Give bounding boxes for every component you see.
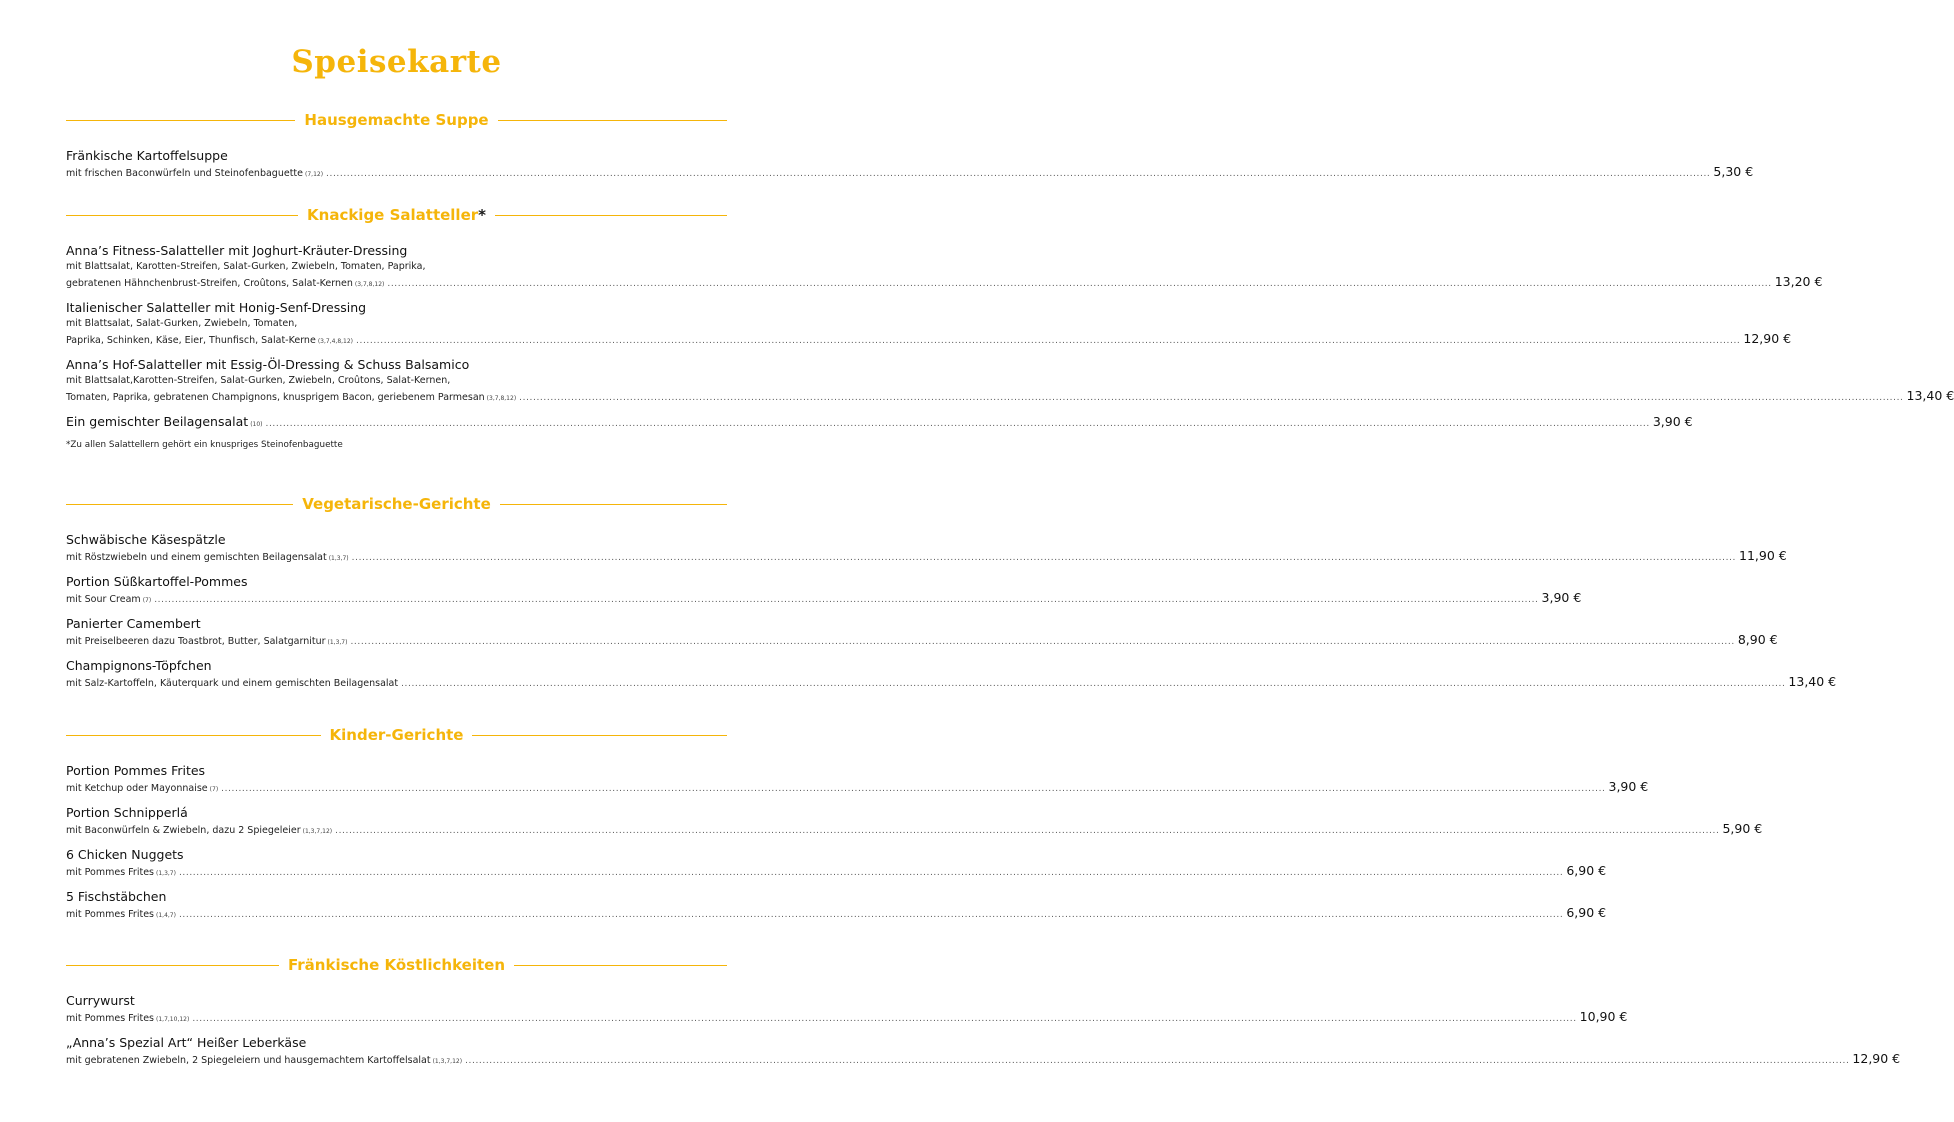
dot-leader: ................................................................................................................................................................................................................................................................................................................................................................................................................	[350, 637, 1735, 647]
allergen-codes: (3,7,4,8,12)	[317, 338, 354, 345]
price-line	[66, 414, 1693, 429]
item-name: Portion Pommes Frites	[66, 763, 206, 778]
item-price: 11,90 €	[1739, 548, 1787, 563]
section-heading-text: Vegetarische-Gerichte	[302, 495, 491, 513]
item-description: mit Blattsalat, Salat-Gurken, Zwiebeln, Tomaten,	[66, 318, 298, 329]
price-line	[66, 674, 1837, 689]
dot-leader: ................................................................................................................................................................................................................................................................................................................................................................................................................	[154, 595, 1539, 605]
item-name: Portion Schnipperlá	[66, 805, 188, 820]
item-description	[66, 783, 218, 794]
item-description	[66, 825, 332, 836]
section-heading-text: Hausgemachte Suppe	[304, 111, 489, 129]
item-description	[66, 1013, 189, 1024]
item-description-text: mit Preiselbeeren dazu Toastbrot, Butter, Salatgarnitur	[66, 636, 326, 647]
menu-item	[66, 658, 1837, 689]
item-name: Fränkische Kartoffelsuppe	[66, 148, 228, 163]
item-description-text: mit Sour Cream	[66, 594, 141, 605]
price-line	[66, 274, 1823, 289]
item-name: Italienischer Salatteller mit Honig-Senf-Dressing	[66, 300, 367, 315]
dot-leader: ................................................................................................................................................................................................................................................................................................................................................................................................................	[356, 336, 1741, 346]
section-header	[66, 205, 727, 225]
item-name: Anna’s Hof-Salatteller mit Essig-Öl-Dressing & Schuss Balsamico	[66, 357, 470, 372]
item-name: 6 Chicken Nuggets	[66, 847, 184, 862]
item-description	[66, 867, 176, 878]
section-heading	[298, 206, 495, 224]
dot-leader: ................................................................................................................................................................................................................................................................................................................................................................................................................	[335, 826, 1720, 836]
page-title: Speisekarte	[291, 44, 502, 80]
header-rule-right	[498, 120, 727, 121]
menu-item	[66, 1035, 1901, 1066]
section-header	[66, 110, 727, 130]
dot-leader: ................................................................................................................................................................................................................................................................................................................................................................................................................	[265, 419, 1650, 429]
footnote: *Zu allen Salattellern gehört ein knuspriges Steinofenbaguette	[66, 440, 343, 450]
dot-leader: ................................................................................................................................................................................................................................................................................................................................................................................................................	[192, 1014, 1577, 1024]
item-description	[66, 594, 151, 605]
item-price: 12,90 €	[1852, 1051, 1901, 1066]
price-line	[66, 590, 1582, 605]
item-description	[66, 335, 353, 346]
item-name: Schwäbische Käsespätzle	[66, 532, 226, 547]
item-description-text: Tomaten, Paprika, gebratenen Champignons, knusprigem Bacon, geriebenem Parmesan	[66, 392, 485, 403]
header-rule-right	[472, 735, 727, 736]
item-price: 6,90 €	[1566, 863, 1607, 878]
item-description-text: mit Röstzwiebeln und einem gemischten Beilagensalat	[66, 552, 327, 563]
menu-section	[66, 725, 1763, 931]
allergen-codes: (7)	[142, 597, 152, 604]
item-name: Currywurst	[66, 993, 135, 1008]
menu-item	[66, 148, 1754, 179]
allergen-codes: (7,12)	[305, 171, 324, 178]
price-line	[66, 1009, 1628, 1024]
allergen-codes: (10)	[250, 421, 263, 428]
menu-item	[66, 243, 1823, 289]
item-name: Champignons-Töpfchen	[66, 658, 212, 673]
section-heading	[279, 956, 514, 974]
item-description-text: mit gebratenen Zwiebeln, 2 Spiegeleiern und hausgemachtem Kartoffelsalat	[66, 1055, 431, 1066]
item-description: mit Blattsalat,Karotten-Streifen, Salat-Gurken, Zwiebeln, Croûtons, Salat-Kernen,	[66, 375, 451, 386]
header-rule-right	[495, 215, 727, 216]
item-price: 5,90 €	[1722, 821, 1763, 836]
item-description	[66, 168, 323, 179]
item-price: 10,90 €	[1579, 1009, 1628, 1024]
section-heading	[295, 111, 497, 129]
item-description	[66, 552, 349, 563]
allergen-codes: (3,7,8,12)	[486, 395, 517, 402]
section-heading-text: Fränkische Köstlichkeiten	[287, 956, 506, 974]
item-description-text: mit Salz-Kartoffeln, Käuterquark und einem gemischten Beilagensalat	[66, 678, 399, 689]
item-description-text: mit Pommes Frites	[66, 867, 155, 878]
price-line	[66, 331, 1792, 346]
allergen-codes: (1,4,7)	[156, 912, 176, 919]
price-line	[66, 779, 1649, 794]
price-line	[66, 1051, 1901, 1066]
menu-item	[66, 616, 1778, 647]
allergen-codes: (3,7,8,12)	[354, 281, 385, 288]
item-price: 3,90 €	[1608, 779, 1649, 794]
dot-leader: ................................................................................................................................................................................................................................................................................................................................................................................................................	[326, 169, 1711, 179]
item-description	[66, 278, 384, 289]
allergen-codes: (1,3,7)	[156, 870, 176, 877]
price-line	[66, 863, 1607, 878]
item-description-text: mit Pommes Frites	[66, 1013, 155, 1024]
price-line	[66, 164, 1754, 179]
dot-leader: ................................................................................................................................................................................................................................................................................................................................................................................................................	[351, 553, 1736, 563]
menu-item	[66, 532, 1787, 563]
header-rule-right	[514, 965, 727, 966]
allergen-codes: (1,3,7,12)	[302, 828, 333, 835]
menu-section	[66, 955, 1901, 1077]
item-price: 8,90 €	[1737, 632, 1778, 647]
item-name: Portion Süßkartoffel-Pommes	[66, 574, 248, 589]
item-name: Panierter Camembert	[66, 616, 201, 631]
allergen-codes: (7)	[209, 786, 219, 793]
item-description-text: mit Ketchup oder Mayonnaise	[66, 783, 208, 794]
menu-item	[66, 847, 1607, 878]
menu-item	[66, 889, 1607, 920]
menu-section	[66, 110, 1754, 190]
menu-item	[66, 357, 1954, 403]
item-price: 13,40 €	[1788, 674, 1837, 689]
item-price: 13,40 €	[1906, 388, 1954, 403]
footnote-marker: *	[478, 206, 486, 224]
price-line	[66, 548, 1787, 563]
section-header	[66, 725, 727, 745]
header-rule-left	[66, 504, 293, 505]
item-description-text: Paprika, Schinken, Käse, Eier, Thunfisch, Salat-Kerne	[66, 335, 316, 346]
price-line	[66, 388, 1954, 403]
header-rule-left	[66, 120, 295, 121]
section-heading-text: Kinder-Gerichte	[329, 726, 464, 744]
allergen-codes: (1,3,7)	[327, 639, 348, 646]
item-description	[66, 636, 347, 647]
item-price: 3,90 €	[1541, 590, 1582, 605]
item-description	[66, 1055, 462, 1066]
dot-leader: ................................................................................................................................................................................................................................................................................................................................................................................................................	[178, 910, 1564, 920]
header-rule-left	[66, 965, 279, 966]
item-name-text: Ein gemischter Beilagensalat	[66, 414, 249, 429]
dot-leader: ................................................................................................................................................................................................................................................................................................................................................................................................................	[178, 868, 1564, 878]
menu-item	[66, 300, 1792, 346]
item-price: 12,90 €	[1743, 331, 1792, 346]
item-description: mit Blattsalat, Karotten-Streifen, Salat-Gurken, Zwiebeln, Tomaten, Paprika,	[66, 261, 426, 272]
section-header	[66, 494, 727, 514]
allergen-codes: (1,7,10,12)	[156, 1016, 190, 1023]
item-name: Anna’s Fitness-Salatteller mit Joghurt-Kräuter-Dressing	[66, 243, 408, 258]
item-price: 5,30 €	[1713, 164, 1754, 179]
item-name: „Anna’s Spezial Art“ Heißer Leberkäse	[66, 1035, 307, 1050]
price-line	[66, 905, 1607, 920]
menu-section	[66, 494, 1837, 700]
menu-item	[66, 574, 1582, 605]
menu-item	[66, 993, 1628, 1024]
section-header	[66, 955, 727, 975]
price-line	[66, 632, 1778, 647]
item-description-text: mit Pommes Frites	[66, 909, 155, 920]
item-name: 5 Fischstäbchen	[66, 889, 167, 904]
item-description-text: mit Baconwürfeln & Zwiebeln, dazu 2 Spiegeleier	[66, 825, 301, 836]
header-rule-left	[66, 735, 321, 736]
price-line	[66, 821, 1763, 836]
item-description	[66, 909, 176, 920]
header-rule-right	[500, 504, 727, 505]
menu-item	[66, 414, 1693, 429]
header-rule-left	[66, 215, 298, 216]
dot-leader: ................................................................................................................................................................................................................................................................................................................................................................................................................	[519, 393, 1904, 403]
item-description	[66, 392, 516, 403]
item-price: 13,20 €	[1774, 274, 1823, 289]
item-description-text: gebratenen Hähnchenbrust-Streifen, Croûtons, Salat-Kernen	[66, 278, 353, 289]
allergen-codes: (1,3,7)	[328, 555, 349, 562]
menu-item	[66, 805, 1763, 836]
allergen-codes: (1,3,7,12)	[432, 1058, 463, 1065]
dot-leader: ................................................................................................................................................................................................................................................................................................................................................................................................................	[465, 1056, 1850, 1066]
section-heading	[293, 495, 500, 513]
section-heading	[321, 726, 473, 744]
dot-leader: ................................................................................................................................................................................................................................................................................................................................................................................................................	[221, 784, 1606, 794]
dot-leader: ................................................................................................................................................................................................................................................................................................................................................................................................................	[387, 279, 1772, 289]
item-price: 3,90 €	[1652, 414, 1693, 429]
item-description	[66, 678, 398, 689]
section-heading-text: Knackige Salatteller	[307, 206, 479, 224]
menu-section	[66, 205, 1954, 450]
dot-leader: ................................................................................................................................................................................................................................................................................................................................................................................................................	[401, 679, 1786, 689]
menu-item	[66, 763, 1649, 794]
item-description-text: mit frischen Baconwürfeln und Steinofenbaguette	[66, 168, 303, 179]
item-price: 6,90 €	[1566, 905, 1607, 920]
item-name	[66, 414, 263, 429]
